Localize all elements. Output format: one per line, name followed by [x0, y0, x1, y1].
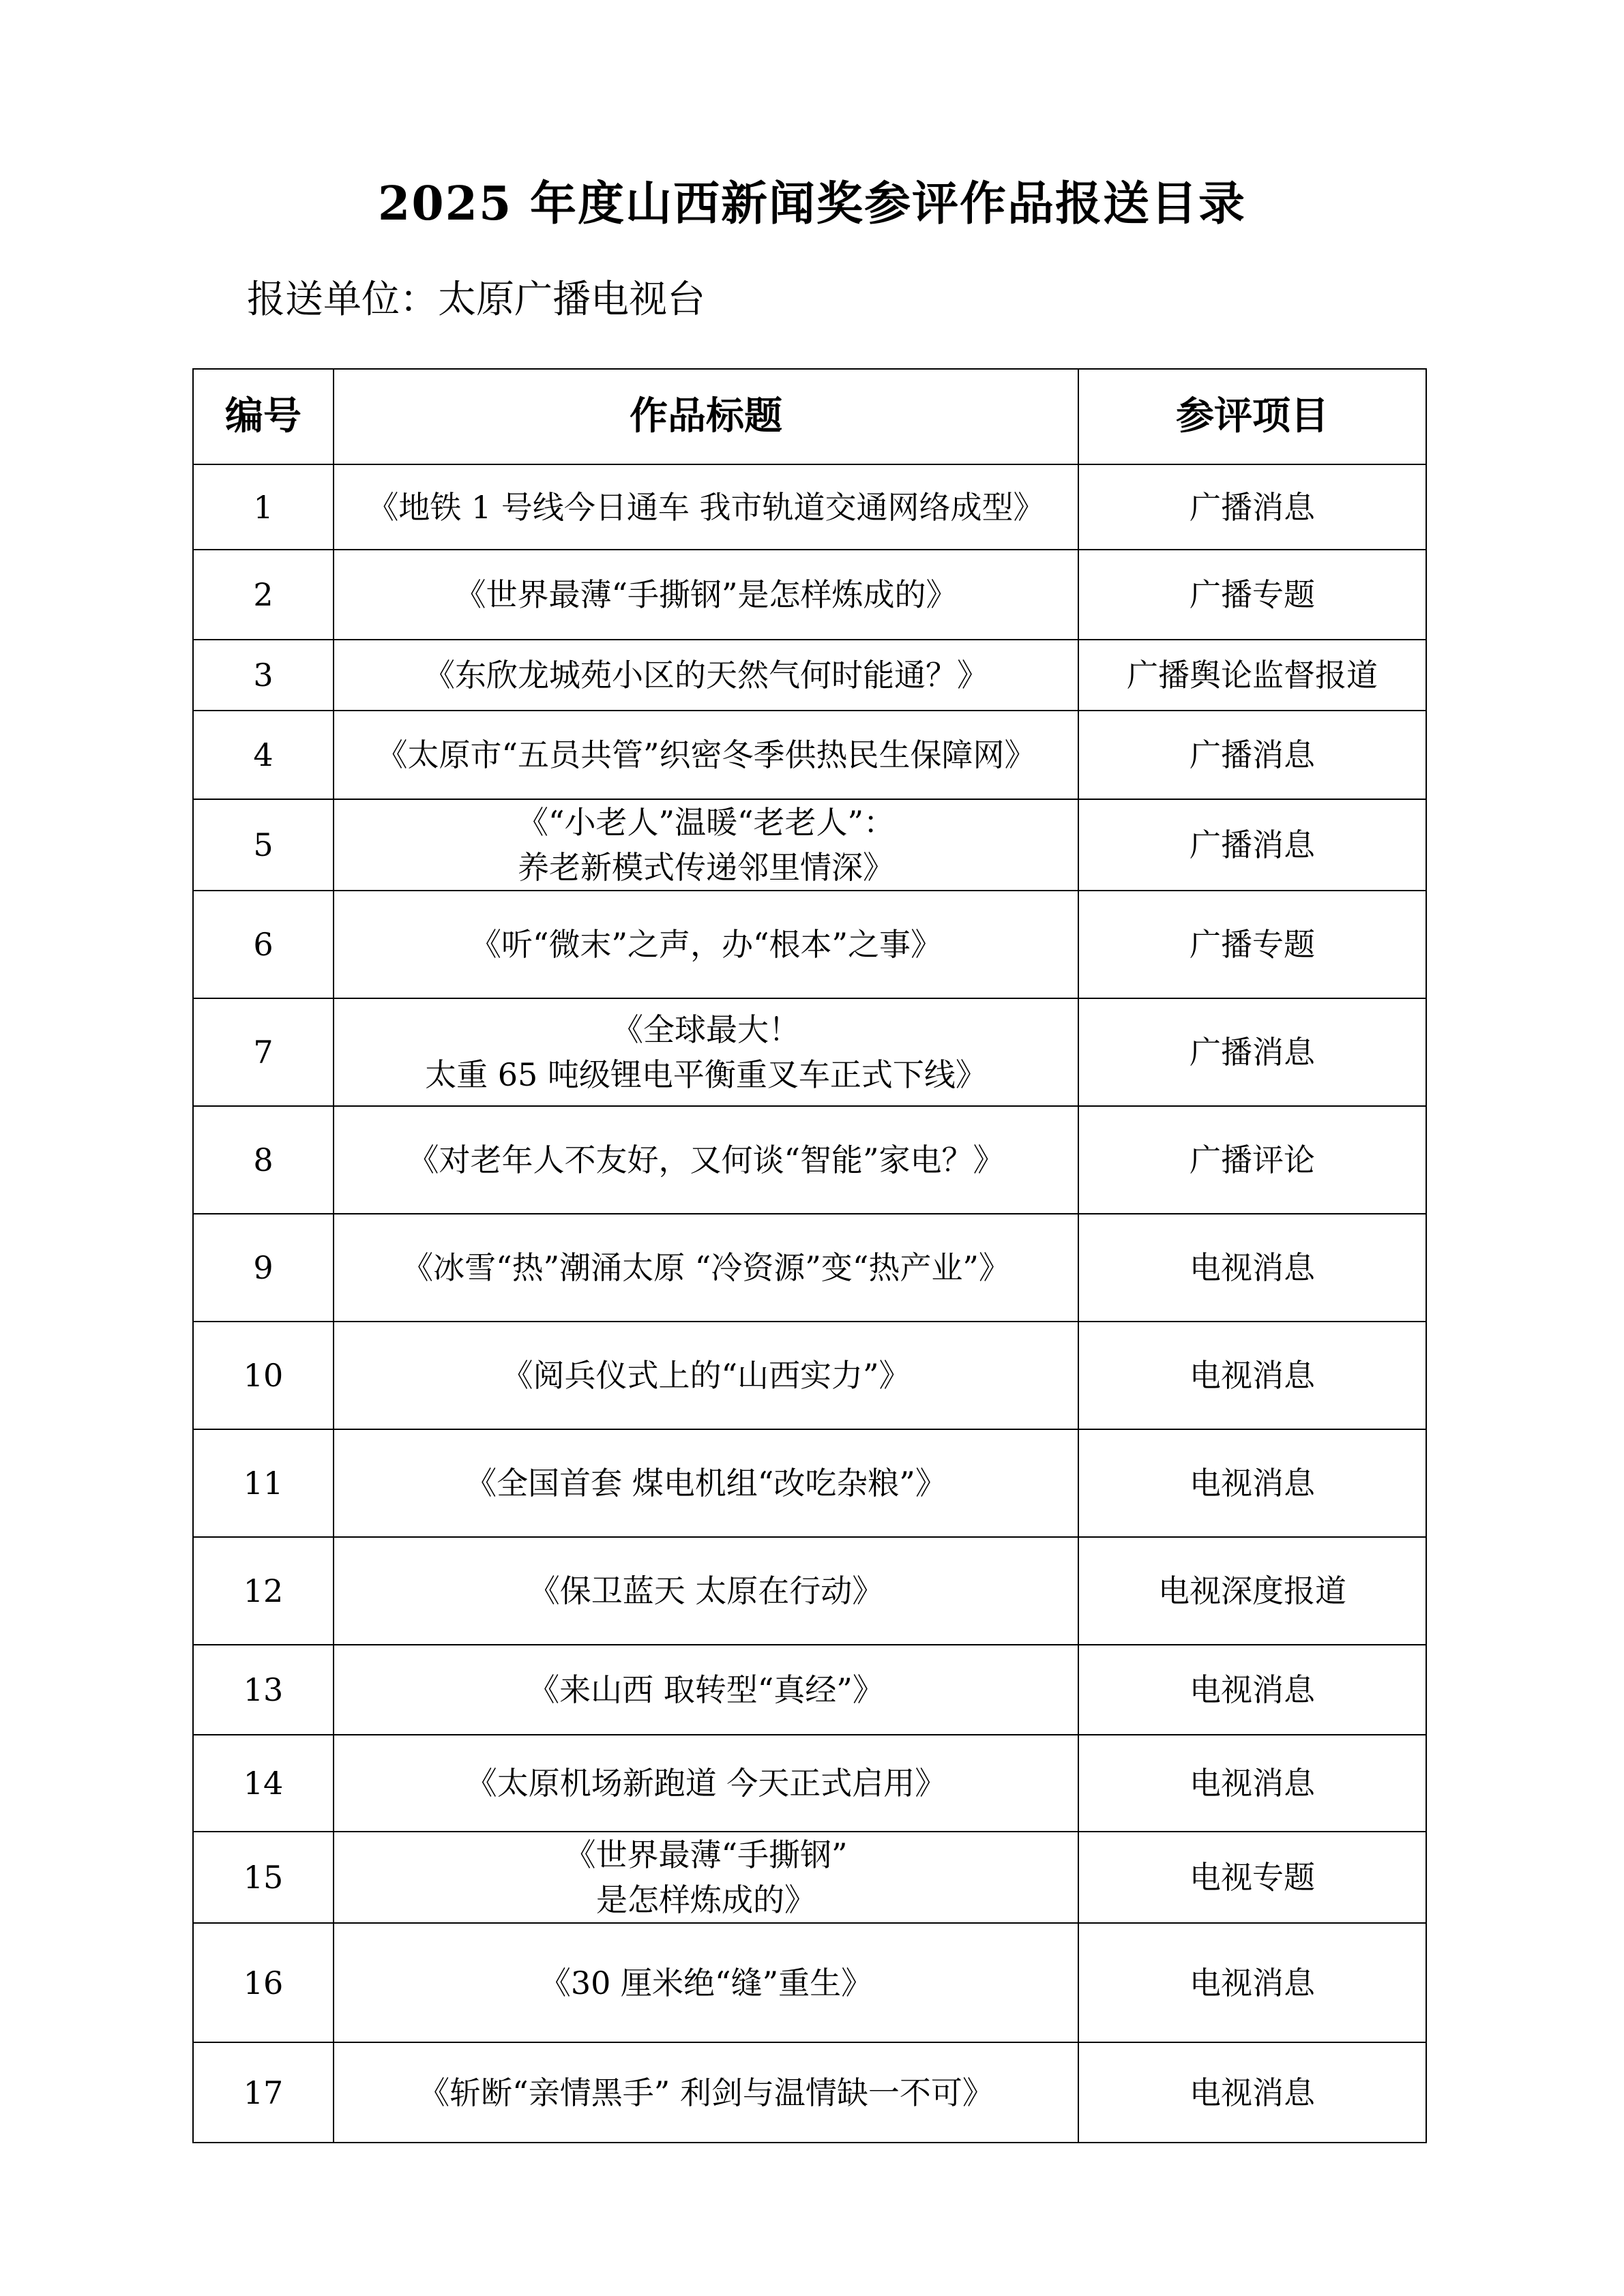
table-row [193, 891, 1426, 998]
row-category: 广播专题 [1078, 891, 1426, 998]
row-title [334, 1537, 1078, 1645]
row-number: 13 [193, 1645, 334, 1735]
table-row [193, 1429, 1426, 1537]
header-title: 作品标题 [334, 369, 1078, 464]
row-number: 14 [193, 1735, 334, 1832]
submitting-unit: 报送单位：太原广播电视台 [247, 278, 705, 322]
row-title [334, 1832, 1078, 1923]
row-title [334, 640, 1078, 711]
row-number: 1 [193, 464, 334, 550]
row-category: 电视消息 [1078, 1923, 1426, 2042]
table-row [193, 1923, 1426, 2042]
document-title: 2025 年度山西新闻奖参评作品报送目录 [378, 177, 1246, 231]
row-title [334, 998, 1078, 1106]
row-number: 15 [193, 1832, 334, 1923]
row-category: 电视消息 [1078, 1322, 1426, 1429]
row-category: 广播舆论监督报道 [1078, 640, 1426, 711]
row-category: 广播专题 [1078, 550, 1426, 640]
table-row [193, 1537, 1426, 1645]
table-row [193, 550, 1426, 640]
row-title-line: 《全国首套 煤电机组“改吃杂粮”》 [465, 1465, 947, 1502]
row-number: 16 [193, 1923, 334, 2042]
row-title-line: 《冰雪“热”潮涌太原 “冷资源”变“热产业”》 [402, 1249, 1010, 1286]
table-row [193, 1735, 1426, 1832]
table-row [193, 998, 1426, 1106]
row-category: 广播消息 [1078, 799, 1426, 891]
row-title-line: 《全球最大！ [612, 1011, 800, 1048]
row-title-line: 《阅兵仪式上的“山西实力”》 [501, 1357, 911, 1394]
row-number: 12 [193, 1537, 334, 1645]
table-row [193, 1322, 1426, 1429]
row-title [334, 1322, 1078, 1429]
row-title [334, 1645, 1078, 1735]
header-category: 参评项目 [1078, 369, 1426, 464]
row-category: 广播消息 [1078, 464, 1426, 550]
row-title-line: 《世界最薄“手撕钢”是怎样炼成的》 [454, 576, 958, 613]
row-title-line: 《太原市“五员共管”织密冬季供热民生保障网》 [376, 736, 1036, 773]
row-title [334, 711, 1078, 799]
row-category: 广播消息 [1078, 711, 1426, 799]
row-title-line: 《世界最薄“手撕钢” [564, 1836, 848, 1873]
row-number: 7 [193, 998, 334, 1106]
row-title-line: 《听“微末”之声，办“根本”之事》 [469, 926, 943, 963]
table-row [193, 1645, 1426, 1735]
row-title [334, 1106, 1078, 1214]
row-title [334, 1429, 1078, 1537]
row-title [334, 550, 1078, 640]
row-category: 电视深度报道 [1078, 1537, 1426, 1645]
row-category: 电视消息 [1078, 1214, 1426, 1322]
row-title [334, 891, 1078, 998]
row-title [334, 2042, 1078, 2143]
table-header-row [193, 369, 1426, 464]
row-category: 广播消息 [1078, 998, 1426, 1106]
row-category: 广播评论 [1078, 1106, 1426, 1214]
row-title-line: 是怎样炼成的》 [596, 1881, 816, 1918]
row-title-line: 《地铁 1 号线今日通车 我市轨道交通网络成型》 [367, 488, 1045, 526]
row-title-line: 《来山西 取转型“真经”》 [528, 1671, 884, 1708]
row-title-line: 《“小老人”温暖“老老人”： [516, 804, 896, 841]
row-title-line: 养老新模式传递邻里情深》 [518, 849, 894, 886]
table-body [193, 464, 1426, 2143]
row-title [334, 1735, 1078, 1832]
row-category: 电视专题 [1078, 1832, 1426, 1923]
row-title-line: 《对老年人不友好，又何谈“智能”家电？》 [407, 1142, 1005, 1178]
row-number: 6 [193, 891, 334, 998]
row-number: 8 [193, 1106, 334, 1214]
row-category: 电视消息 [1078, 1735, 1426, 1832]
row-category: 电视消息 [1078, 2042, 1426, 2143]
row-category: 电视消息 [1078, 1429, 1426, 1537]
row-number: 9 [193, 1214, 334, 1322]
table-row [193, 711, 1426, 799]
row-title [334, 799, 1078, 891]
row-title [334, 1214, 1078, 1322]
table-row [193, 464, 1426, 550]
row-title-line: 《斩断“亲情黑手” 利剑与温情缺一不可》 [418, 2074, 994, 2111]
header-number: 编号 [193, 369, 334, 464]
row-number: 11 [193, 1429, 334, 1537]
row-title-line: 《保卫蓝天 太原在行动》 [528, 1572, 884, 1609]
table-row [193, 640, 1426, 711]
row-title [334, 464, 1078, 550]
row-title [334, 1923, 1078, 2042]
table-row [193, 2042, 1426, 2143]
catalog-table [192, 368, 1427, 2143]
row-number: 5 [193, 799, 334, 891]
table-row [193, 799, 1426, 891]
row-title-line: 《东欣龙城苑小区的天然气何时能通？》 [424, 657, 988, 694]
row-title-line: 《30 厘米绝“缝”重生》 [539, 1964, 873, 2001]
row-number: 3 [193, 640, 334, 711]
row-title-line: 太重 65 吨级锂电平衡重叉车正式下线》 [425, 1056, 987, 1093]
table-row [193, 1214, 1426, 1322]
table-row [193, 1106, 1426, 1214]
table-row [193, 1832, 1426, 1923]
row-number: 2 [193, 550, 334, 640]
row-number: 17 [193, 2042, 334, 2143]
row-number: 4 [193, 711, 334, 799]
row-number: 10 [193, 1322, 334, 1429]
row-title-line: 《太原机场新跑道 今天正式启用》 [465, 1765, 947, 1802]
row-category: 电视消息 [1078, 1645, 1426, 1735]
